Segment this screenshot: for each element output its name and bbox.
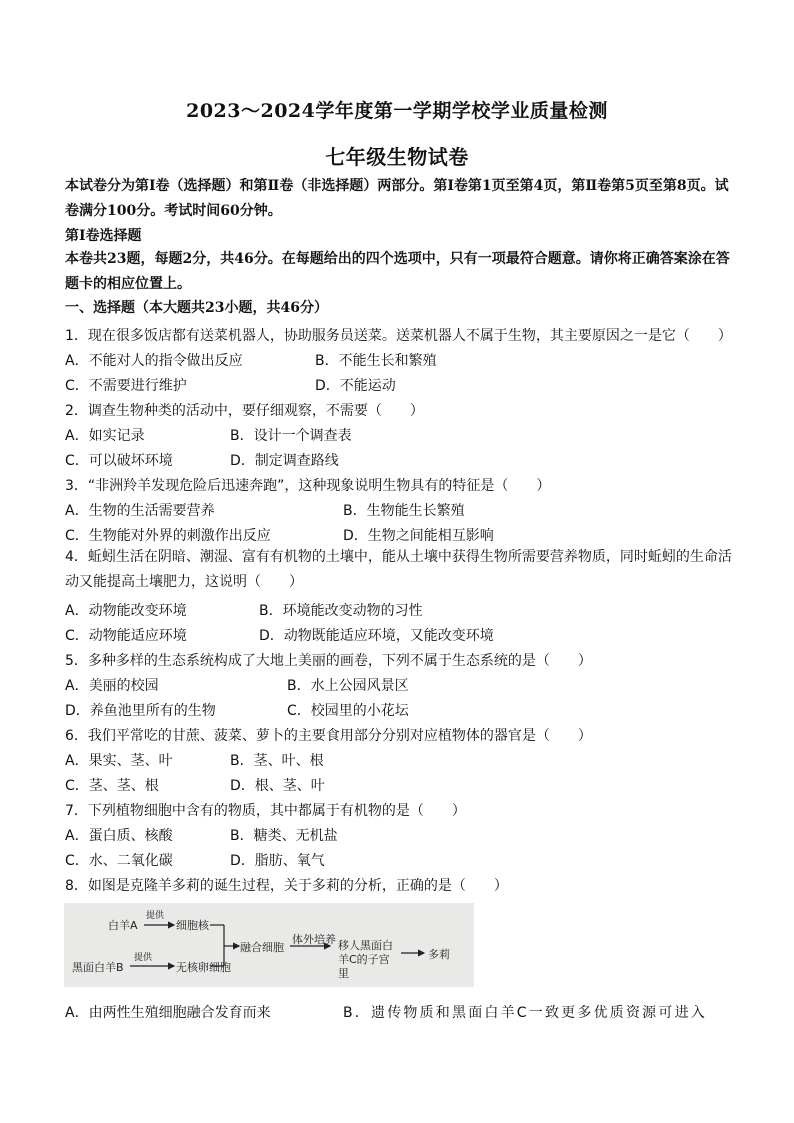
cloning-diagram	[64, 903, 474, 987]
question-4-option-a: A．动物能改变环境	[65, 603, 187, 619]
question-7-stem: 7．下列植物细胞中含有的物质，其中都属于有机物的是（ ）	[65, 803, 466, 819]
question-4-option-c: C．动物能适应环境	[65, 628, 187, 644]
question-8-option-b: B．遗传物质和黑面白羊C一致更多优质资源可进入	[343, 1005, 707, 1021]
question-3-option-c: C．生物能对外界的刺激作出反应	[65, 528, 271, 544]
part1-title: 第Ⅰ卷选择题	[65, 228, 142, 244]
question-2-option-c: C．可以破坏环境	[65, 453, 173, 469]
question-6-option-d: D．根、茎、叶	[230, 778, 325, 794]
question-4-stem: 4．蚯蚓生活在阴暗、潮湿、富有有机物的土壤中，能从土壤中获得生物所需要营养物质，同时蚯蚓的生命活动又能提高土壤肥力，这说明（ ）	[65, 549, 732, 590]
question-3-stem: 3．“非洲羚羊发现危险后迅速奔跑”，这种现象说明生物具有的特征是（ ）	[65, 478, 551, 494]
question-4-option-d: D．动物既能适应环境，又能改变环境	[259, 628, 494, 644]
fused-cell-label: 融合细胞	[240, 941, 284, 954]
question-2-option-d: D．制定调查路线	[230, 453, 339, 469]
provide-label-1: 提供	[146, 911, 165, 921]
exam-subtitle: 七年级生物试卷	[325, 145, 469, 169]
question-5-option-b: B．水上公园风景区	[287, 678, 409, 694]
question-3-option-d: D．生物之间能相互影响	[343, 528, 494, 544]
part1-intro: 本卷共23题，每题2分，共46分。在每题给出的四个选项中，只有一项最符合题意。请你将正确答案涂在答题卡的相应位置上。	[65, 251, 730, 292]
implant-label: 移人黑面白羊C的子宫里	[338, 939, 393, 980]
question-7-option-b: B．糖类、无机盐	[230, 828, 338, 844]
sheep-b-label: 黑面白羊B	[72, 961, 124, 974]
question-2-option-a: A．如实记录	[65, 428, 145, 444]
question-2-stem: 2．调查生物种类的活动中，要仔细观察，不需要（ ）	[65, 403, 424, 419]
question-1-option-b: B．不能生长和繁殖	[315, 353, 437, 369]
question-2-option-b: B．设计一个调查表	[230, 428, 352, 444]
question-6-option-a: A．果实、茎、叶	[65, 753, 173, 769]
question-3-option-a: A．生物的生活需要营养	[65, 503, 215, 519]
provide-label-2: 提供	[134, 953, 153, 963]
question-1-stem: 1．现在很多饭店都有送菜机器人，协助服务员送菜。送菜机器人不属于生物，其主要原因之一是它（ ）	[65, 328, 732, 344]
question-7-option-d: D．脂肪、氧气	[230, 853, 325, 869]
question-7-option-c: C．水、二氧化碳	[65, 853, 173, 869]
question-6-option-c: C．茎、茎、根	[65, 778, 159, 794]
question-5-stem: 5．多种多样的生态系统构成了大地上美丽的画卷，下列不属于生态系统的是（ ）	[65, 653, 592, 669]
question-4-option-b: B．环境能改变动物的习性	[259, 603, 423, 619]
question-6-option-b: B．茎、叶、根	[230, 753, 324, 769]
culture-label: 体外培养	[292, 933, 336, 946]
section-title: 一、选择题（本大题共23小题，共46分）	[65, 300, 328, 316]
question-1-option-c: C．不需要进行维护	[65, 378, 187, 394]
sheep-a-label: 白羊A	[108, 919, 138, 932]
question-5-option-c: C．校园里的小花坛	[287, 703, 409, 719]
question-7-option-a: A．蛋白质、核酸	[65, 828, 173, 844]
question-1-option-a: A．不能对人的指令做出反应	[65, 353, 243, 369]
question-6-stem: 6．我们平常吃的甘蔗、菠菜、萝卜的主要食用部分分别对应植物体的器官是（ ）	[65, 728, 592, 744]
nucleus-label: 细胞核	[176, 919, 209, 932]
exam-intro: 本试卷分为第Ⅰ卷（选择题）和第Ⅱ卷（非选择题）两部分。第Ⅰ卷第1页至第4页，第Ⅱ卷第5页至第8页。试卷满分100分。考试时间60分钟。	[65, 178, 729, 219]
exam-title: 2023～2024学年度第一学期学校学业质量检测	[186, 100, 608, 122]
question-3-option-b: B．生物能生长繁殖	[343, 503, 465, 519]
question-1-option-d: D．不能运动	[315, 378, 396, 394]
dolly-label: 多莉	[428, 948, 450, 961]
question-8-stem: 8．如图是克隆羊多莉的诞生过程，关于多莉的分析，正确的是（ ）	[65, 878, 508, 894]
question-5-option-a: A．美丽的校园	[65, 678, 159, 694]
question-5-option-d: D．养鱼池里所有的生物	[65, 703, 216, 719]
enucleated-egg-label: 无核卵细胞	[176, 961, 231, 974]
question-8-option-a: A．由两性生殖细胞融合发育而来	[65, 1005, 271, 1021]
